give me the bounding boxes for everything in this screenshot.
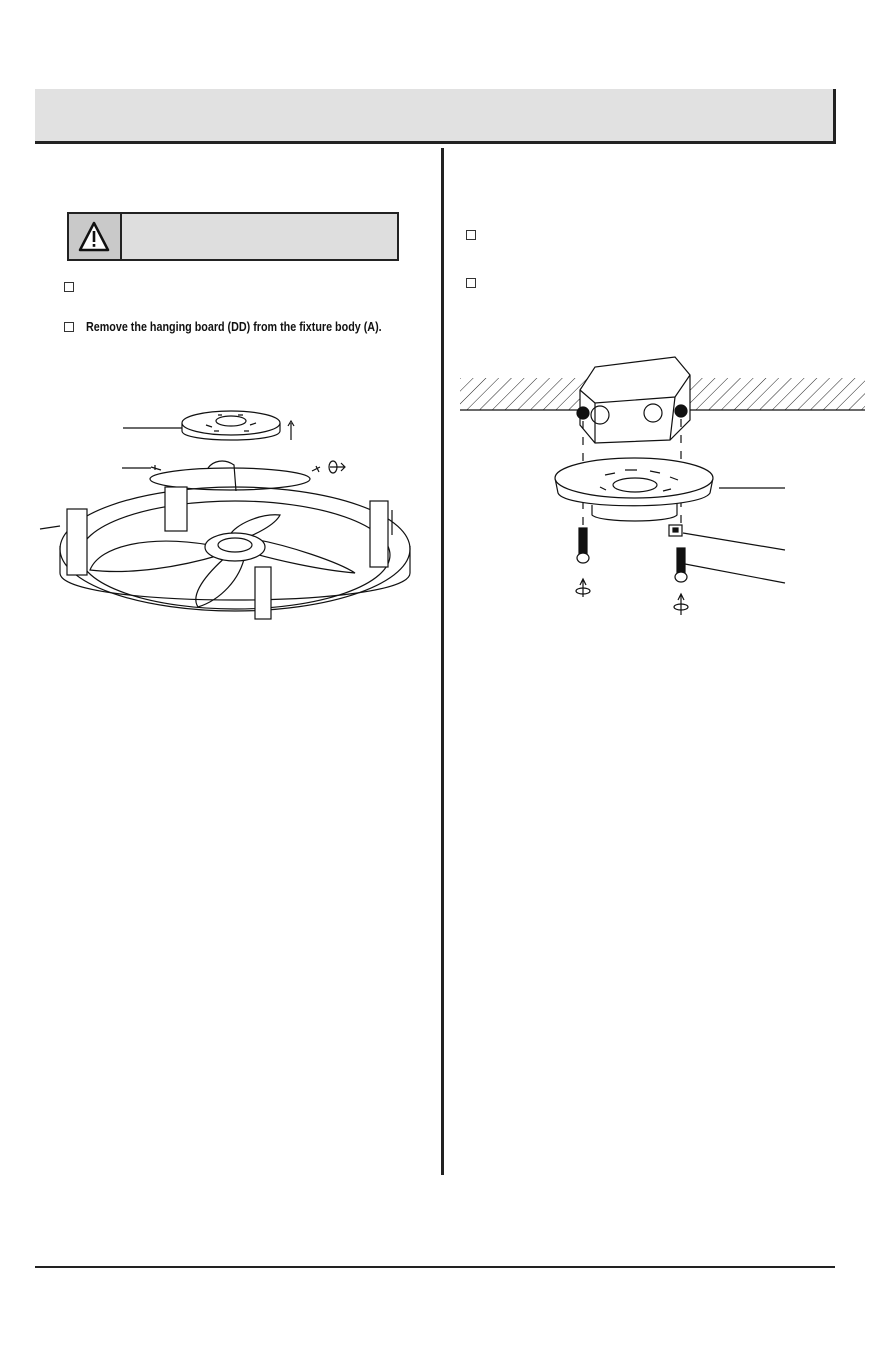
section-header-bar [35,89,836,144]
step-checkbox[interactable] [64,282,74,292]
warning-icon-cell [69,214,122,259]
step-checkbox[interactable] [64,322,74,332]
left-step-2-text: Remove the hanging board (DD) from the fixture body (A). [86,320,382,334]
step-checkbox[interactable] [466,278,476,288]
footer-rule [35,1266,835,1268]
fixture-hanging-board-illustration [30,395,430,635]
step-checkbox[interactable] [466,230,476,240]
column-divider [441,148,444,1175]
warning-box [67,212,399,261]
ceiling-mount-bracket-illustration [455,345,875,625]
warning-text [122,214,397,259]
warning-triangle-icon [69,214,120,259]
